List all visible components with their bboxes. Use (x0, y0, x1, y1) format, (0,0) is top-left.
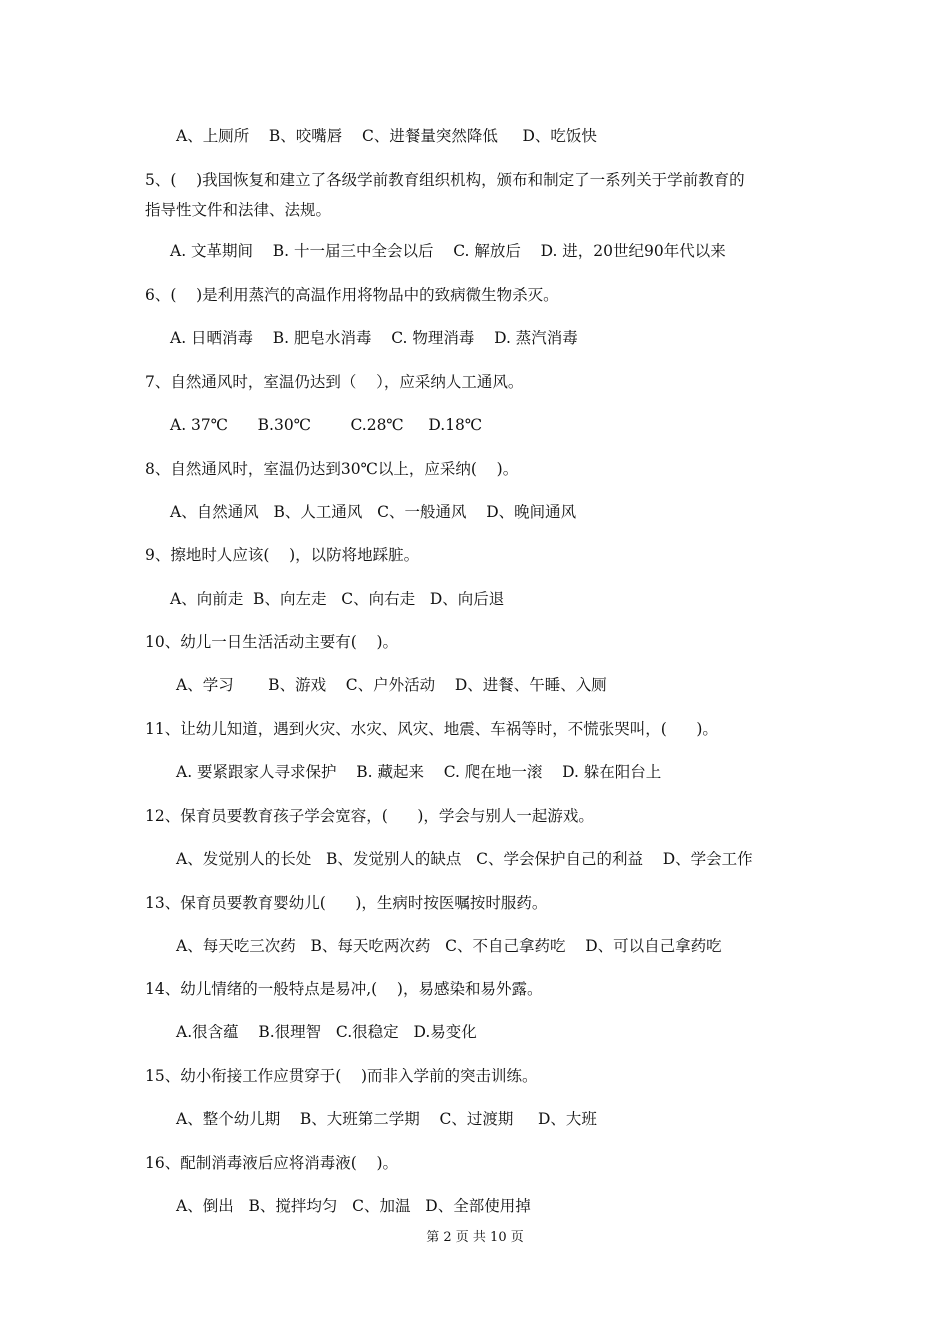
question-10-options: A、学习 B、游戏 C、户外活动 D、进餐、午睡、入厕 (176, 676, 607, 694)
question-9-options: A、向前走 B、向左走 C、向右走 D、向后退 (170, 590, 505, 608)
page-footer: 第 2 页 共 10 页 (426, 1230, 524, 1245)
question-12-text: 12、保育员要教育孩子学会宽容，( )，学会与别人一起游戏。 (145, 807, 594, 825)
question-10-text: 10、幼儿一日生活活动主要有( )。 (145, 633, 399, 651)
question-14-text: 14、幼儿情绪的一般特点是易冲,( )，易感染和易外露。 (145, 980, 543, 998)
question-5-text-continued: 指导性文件和法律、法规。 (145, 201, 332, 219)
question-14-options: A.很含蕴 B.很理智 C.很稳定 D.易变化 (176, 1023, 477, 1041)
question-7-options: A. 37℃ B.30℃ C.28℃ D.18℃ (170, 416, 483, 434)
question-5-options: A. 文革期间 B. 十一届三中全会以后 C. 解放后 D. 进，20世纪90年代以来 (170, 242, 726, 260)
question-8-text: 8、自然通风时，室温仍达到30℃以上，应采纳( )。 (145, 460, 519, 478)
question-12-options: A、发觉别人的长处 B、发觉别人的缺点 C、学会保护自己的利益 D、学会工作 (176, 850, 753, 868)
question-9-text: 9、擦地时人应该( )，以防将地踩脏。 (145, 546, 420, 564)
question-6-options: A. 日晒消毒 B. 肥皂水消毒 C. 物理消毒 D. 蒸汽消毒 (170, 329, 578, 347)
question-5-text: 5、( )我国恢复和建立了各级学前教育组织机构，颁布和制定了一系列关于学前教育的 (145, 171, 745, 189)
question-11-options: A. 要紧跟家人寻求保护 B. 藏起来 C. 爬在地一滚 D. 躲在阳台上 (176, 763, 662, 781)
question-8-options: A、自然通风 B、人工通风 C、一般通风 D、晚间通风 (170, 503, 577, 521)
question-7-text: 7、自然通风时，室温仍达到（ ），应采纳人工通风。 (145, 373, 524, 391)
question-16-options: A、倒出 B、搅拌均匀 C、加温 D、全部使用掉 (176, 1197, 531, 1215)
question-4-options: A、上厕所 B、咬嘴唇 C、进餐量突然降低 D、吃饭快 (176, 127, 597, 145)
question-6-text: 6、( )是利用蒸汽的高温作用将物品中的致病微生物杀灭。 (145, 286, 559, 304)
question-13-options: A、每天吃三次药 B、每天吃两次药 C、不自己拿药吃 D、可以自己拿药吃 (176, 937, 722, 955)
question-11-text: 11、让幼儿知道，遇到火灾、水灾、风灾、地震、车祸等时，不慌张哭叫，( )。 (145, 720, 718, 738)
question-16-text: 16、配制消毒液后应将消毒液( )。 (145, 1154, 399, 1172)
question-13-text: 13、保育员要教育婴幼儿( )，生病时按医嘱按时服药。 (145, 894, 548, 912)
question-15-options: A、整个幼儿期 B、大班第二学期 C、过渡期 D、大班 (176, 1110, 597, 1128)
question-15-text: 15、幼小衔接工作应贯穿于( )而非入学前的突击训练。 (145, 1067, 538, 1085)
